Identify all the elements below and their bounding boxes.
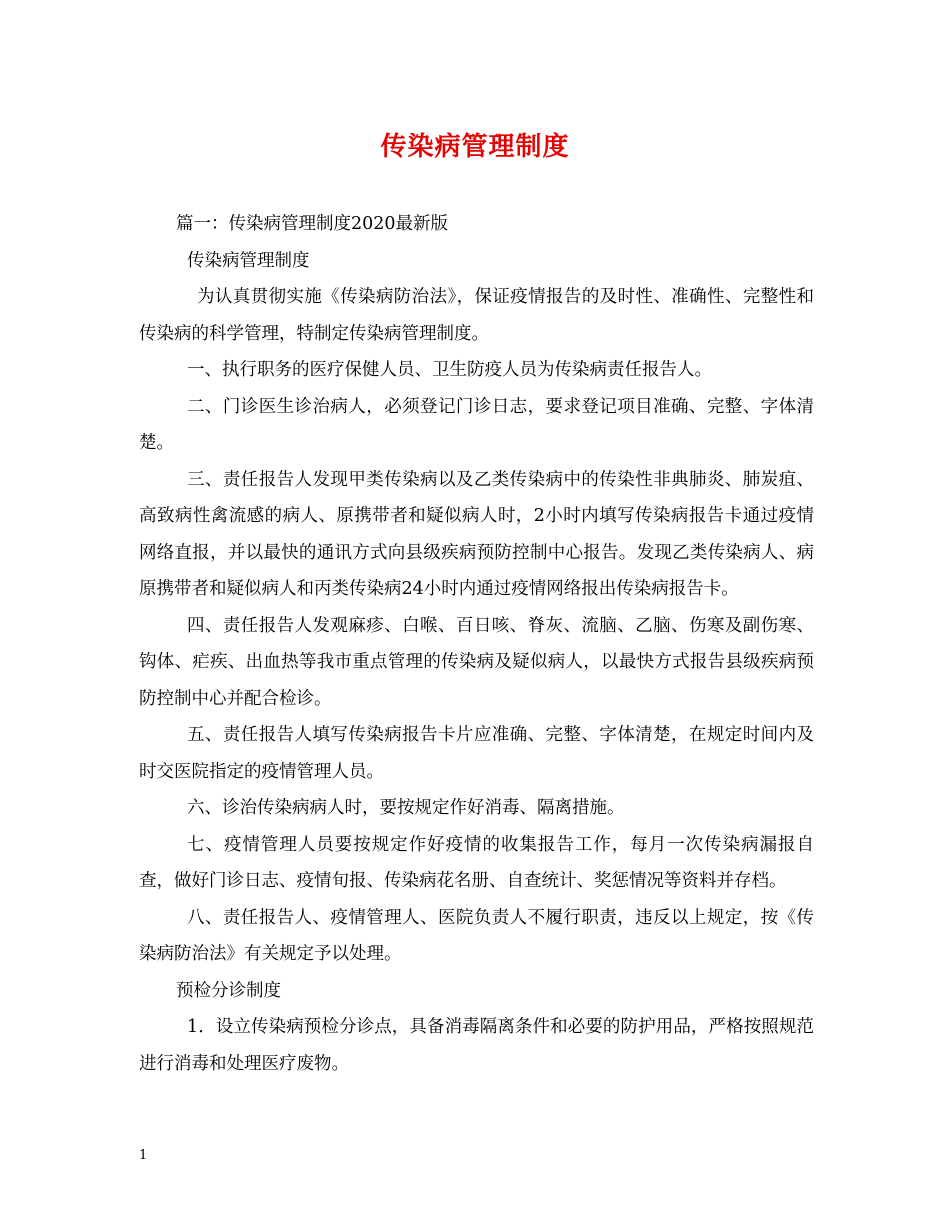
rule-paragraph-7: 七、疫情管理人员要按规定作好疫情的收集报告工作，每月一次传染病漏报自查，做好门诊日志、疫情旬报、传染病花名册、自查统计、奖惩情况等资料并存档。 — [139, 834, 814, 891]
rule-paragraph-6: 六、诊治传染病病人时，要按规定作好消毒、隔离措施。 — [187, 798, 625, 818]
rule-paragraph-1: 一、执行职务的医疗保健人员、卫生防疫人员为传染病责任报告人。 — [187, 360, 712, 380]
rule-paragraph-8: 八、责任报告人、疫情管理人、医院负责人不履行职责，违反以上规定，按《传染病防治法》有关规定予以处理。 — [139, 907, 814, 964]
document-body — [139, 206, 814, 1082]
section-heading: 篇一：传染病管理制度2020最新版 — [176, 214, 449, 234]
intro-paragraph: 为认真贯彻实施《传染病防治法》，保证疫情报告的及时性、准确性、完整性和传染病的科学管理，特制定传染病管理制度。 — [139, 287, 814, 344]
rule-paragraph-2: 二、门诊医生诊治病人，必须登记门诊日志，要求登记项目准确、完整、字体清楚。 — [139, 396, 814, 453]
subsection-heading: 传染病管理制度 — [187, 250, 310, 271]
rule-paragraph-5: 五、责任报告人填写传染病报告卡片应准确、完整、字体清楚，在规定时间内及时交医院指定的疫情管理人员。 — [139, 725, 814, 782]
triage-rule-1: 1．设立传染病预检分诊点，具备消毒隔离条件和必要的防护用品，严格按照规范进行消毒和处理医疗废物。 — [139, 1017, 814, 1074]
document-title: 传染病管理制度 — [380, 132, 570, 162]
rule-paragraph-3: 三、责任报告人发现甲类传染病以及乙类传染病中的传染性非典肺炎、肺炭疽、高致病性禽流感的病人、原携带者和疑似病人时，2小时内填写传染病报告卡通过疫情网络直报，并以最快的通讯方式向县级疾病预防控制中心报告。发现乙类传染病人、病原携带者和疑似病人和丙类传染病24小时内通过疫情网络报出传染病报告卡。 — [139, 469, 814, 599]
subsection-heading-triage: 预检分诊制度 — [176, 980, 281, 1001]
page-number: 1 — [139, 1148, 148, 1163]
rule-paragraph-4: 四、责任报告人发观麻疹、白喉、百日咳、脊灰、流脑、乙脑、伤寒及副伤寒、钩体、疟疾、出血热等我市重点管理的传染病及疑似病人，以最快方式报告县级疾病预防控制中心并配合检诊。 — [139, 615, 814, 709]
